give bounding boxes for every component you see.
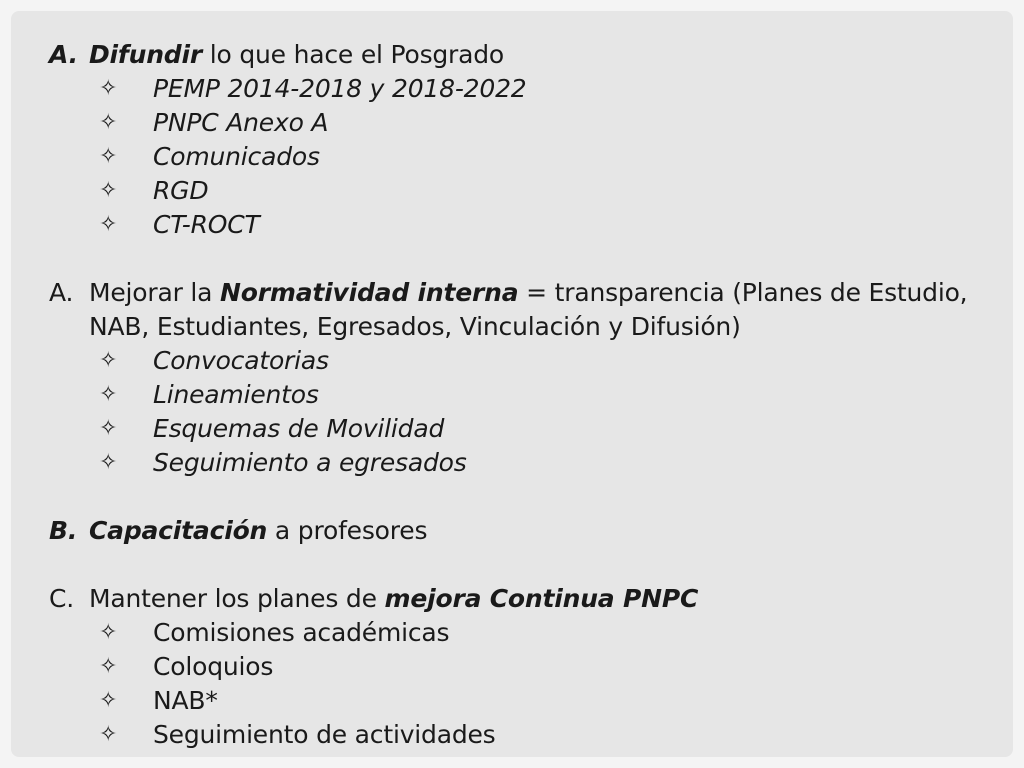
outline-marker: B. xyxy=(49,516,78,545)
sub-bullet xyxy=(49,718,993,752)
sub-bullet-text: Lineamientos xyxy=(153,380,319,409)
emphasis-text: Capacitación xyxy=(89,516,268,545)
sub-bullet-text: Convocatorias xyxy=(153,346,329,375)
four-point-star-icon: ✧ xyxy=(99,722,118,747)
text-run: Mejorar la xyxy=(89,278,221,307)
section-spacer xyxy=(49,548,993,582)
sub-bullet-text: RGD xyxy=(153,176,209,205)
outline-text xyxy=(89,276,969,344)
sub-bullet xyxy=(49,650,993,684)
four-point-star-icon: ✧ xyxy=(99,450,118,475)
sub-bullet-text: Comisiones académicas xyxy=(153,618,450,647)
sub-bullet-text: Coloquios xyxy=(153,652,274,681)
emphasis-text: Normatividad interna xyxy=(220,278,519,307)
sub-bullet xyxy=(49,344,993,378)
emphasis-text: Difundir xyxy=(89,40,202,69)
outline-item xyxy=(49,514,993,548)
sub-bullet-text: NAB* xyxy=(153,686,218,715)
outline-marker: C. xyxy=(49,584,75,613)
four-point-star-icon: ✧ xyxy=(99,620,118,645)
outline-text xyxy=(89,38,969,72)
sub-bullet xyxy=(49,106,993,140)
slide-content xyxy=(49,38,993,752)
sub-bullet-text: PEMP 2014-2018 y 2018-2022 xyxy=(153,74,527,103)
text-run: a profesores xyxy=(267,516,428,545)
four-point-star-icon: ✧ xyxy=(99,76,118,101)
sub-bullet xyxy=(49,72,993,106)
sub-bullet xyxy=(49,446,993,480)
sub-bullet xyxy=(49,378,993,412)
slide-card xyxy=(11,11,1013,757)
sub-bullet-text: CT-ROCT xyxy=(153,210,260,239)
sub-bullet xyxy=(49,412,993,446)
sub-bullet xyxy=(49,174,993,208)
emphasis-text: mejora Continua PNPC xyxy=(384,584,699,613)
section-spacer xyxy=(49,480,993,514)
four-point-star-icon: ✧ xyxy=(99,382,118,407)
sub-bullet-text: Comunicados xyxy=(153,142,320,171)
sub-bullet-text: PNPC Anexo A xyxy=(153,108,329,137)
four-point-star-icon: ✧ xyxy=(99,178,118,203)
four-point-star-icon: ✧ xyxy=(99,212,118,237)
sub-bullet xyxy=(49,140,993,174)
sub-bullet xyxy=(49,616,993,650)
sub-bullet-text: Esquemas de Movilidad xyxy=(153,414,445,443)
four-point-star-icon: ✧ xyxy=(99,688,118,713)
section-spacer xyxy=(49,242,993,276)
outline-marker: A. xyxy=(49,278,74,307)
four-point-star-icon: ✧ xyxy=(99,654,118,679)
outline-item xyxy=(49,38,993,72)
outline-item xyxy=(49,582,993,616)
text-run: lo que hace el Posgrado xyxy=(202,40,505,69)
text-run: = transparencia (Planes de Estudio, NAB, Estudiantes, Egresados, Vinculación y Difusión) xyxy=(89,278,968,341)
outline-text xyxy=(89,514,969,548)
outline-text xyxy=(89,582,969,616)
text-run: Mantener los planes de xyxy=(89,584,385,613)
four-point-star-icon: ✧ xyxy=(99,110,118,135)
sub-bullet xyxy=(49,684,993,718)
four-point-star-icon: ✧ xyxy=(99,144,118,169)
sub-bullet-text: Seguimiento de actividades xyxy=(153,720,496,749)
sub-bullet-text: Seguimiento a egresados xyxy=(153,448,467,477)
outline-item xyxy=(49,276,993,344)
four-point-star-icon: ✧ xyxy=(99,348,118,373)
sub-bullet xyxy=(49,208,993,242)
four-point-star-icon: ✧ xyxy=(99,416,118,441)
outline-marker: A. xyxy=(49,40,78,69)
